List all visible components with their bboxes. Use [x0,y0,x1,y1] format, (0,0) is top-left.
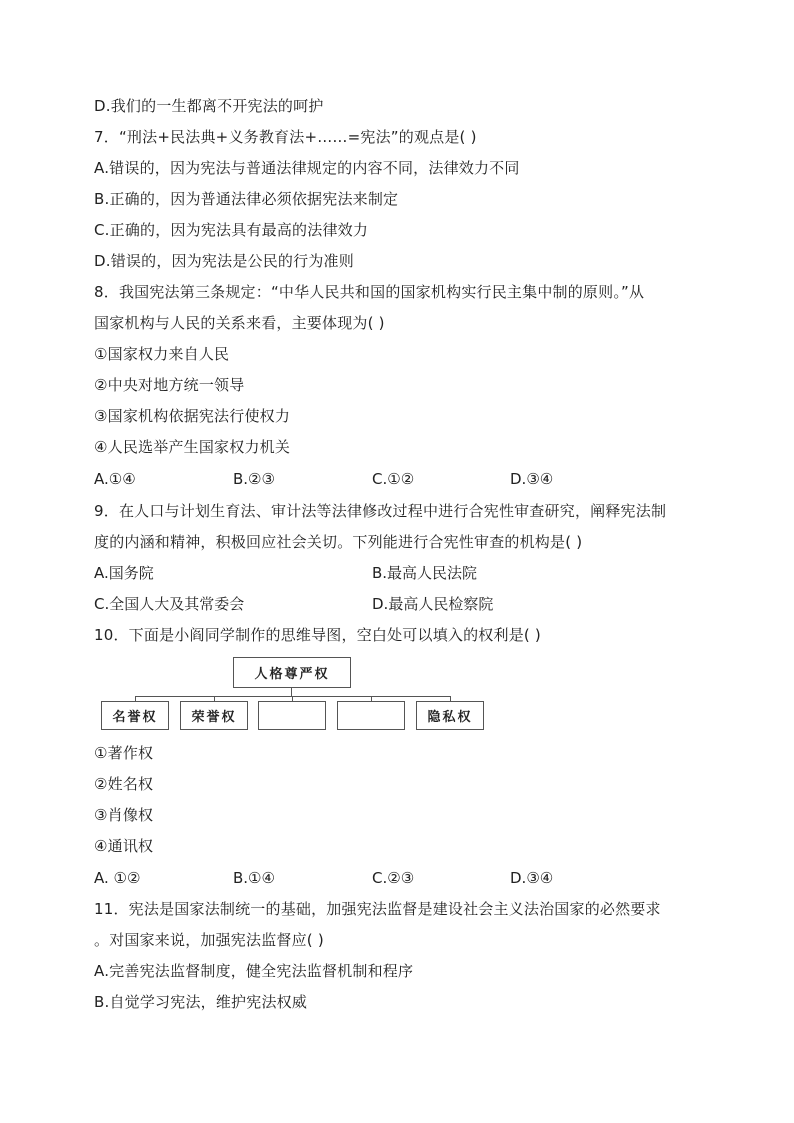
q8-option-a: A.①④ [94,470,136,488]
q10-option-b: B.①④ [233,869,275,887]
q8-statement-2: ②中央对地方统一领导 [94,376,245,394]
q10-statement-3: ③肖像权 [94,806,154,824]
q7-stem: 7．“刑法+民法典+义务教育法+……=宪法”的观点是( ) [94,128,477,146]
q9-option-d: D.最高人民检察院 [372,595,494,613]
q7-option-a: A.错误的，因为宪法与普通法律规定的内容不同，法律效力不同 [94,159,520,177]
q9-option-a: A.国务院 [94,564,154,582]
mind-map-child-2: 荣誉权 [180,701,248,730]
q9-stem-line2: 度的内涵和精神，积极回应社会关切。下列能进行合宪性审查的机构是( ) [94,533,583,551]
q9-option-c: C.全国人大及其常委会 [94,595,245,613]
q10-option-a: A. ①② [94,869,141,887]
q11-stem-line2: 。对国家来说，加强宪法监督应( ) [94,931,324,949]
q11-option-a: A.完善宪法监督制度，健全宪法监督机制和程序 [94,962,414,980]
q9-stem-line1: 9．在人口与计划生育法、审计法等法律修改过程中进行合宪性审查研究，阐释宪法制 [94,502,667,520]
q10-statement-2: ②姓名权 [94,775,154,793]
q8-statement-4: ④人民选举产生国家权力机关 [94,438,291,456]
q10-stem: 10．下面是小阎同学制作的思维导图，空白处可以填入的权利是( ) [94,626,541,644]
q9-option-b: B.最高人民法院 [372,564,478,582]
q10-option-d: D.③④ [510,869,554,887]
q10-option-c: C.②③ [372,869,415,887]
mind-map-child-5: 隐私权 [416,701,484,730]
q7-option-c: C.正确的，因为宪法具有最高的法律效力 [94,221,369,239]
mind-map-blank-2 [337,701,405,730]
q11-option-b: B.自觉学习宪法，维护宪法权威 [94,993,308,1011]
q8-option-b: B.②③ [233,470,275,488]
q10-statement-4: ④通讯权 [94,837,154,855]
q8-statement-3: ③国家机构依据宪法行使权力 [94,407,291,425]
q8-option-d: D.③④ [510,470,554,488]
mind-map-root: 人格尊严权 [233,657,351,688]
q8-statement-1: ①国家权力来自人民 [94,345,230,363]
q7-option-d: D.错误的，因为宪法是公民的行为准则 [94,252,354,270]
q6-option-d: D.我们的一生都离不开宪法的呵护 [94,97,324,115]
mind-map-child-1: 名誉权 [101,701,169,730]
q8-stem-line1: 8．我国宪法第三条规定：“中华人民共和国的国家机构实行民主集中制的原则。”从 [94,283,645,301]
q11-stem-line1: 11．宪法是国家法制统一的基础，加强宪法监督是建设社会主义法治国家的必然要求 [94,900,661,918]
q10-statement-1: ①著作权 [94,744,154,762]
q8-stem-line2: 国家机构与人民的关系来看，主要体现为( ) [94,314,385,332]
q8-option-c: C.①② [372,470,415,488]
q7-option-b: B.正确的，因为普通法律必须依据宪法来制定 [94,190,399,208]
connector-root-stem [291,688,292,696]
mind-map-blank-1 [258,701,326,730]
